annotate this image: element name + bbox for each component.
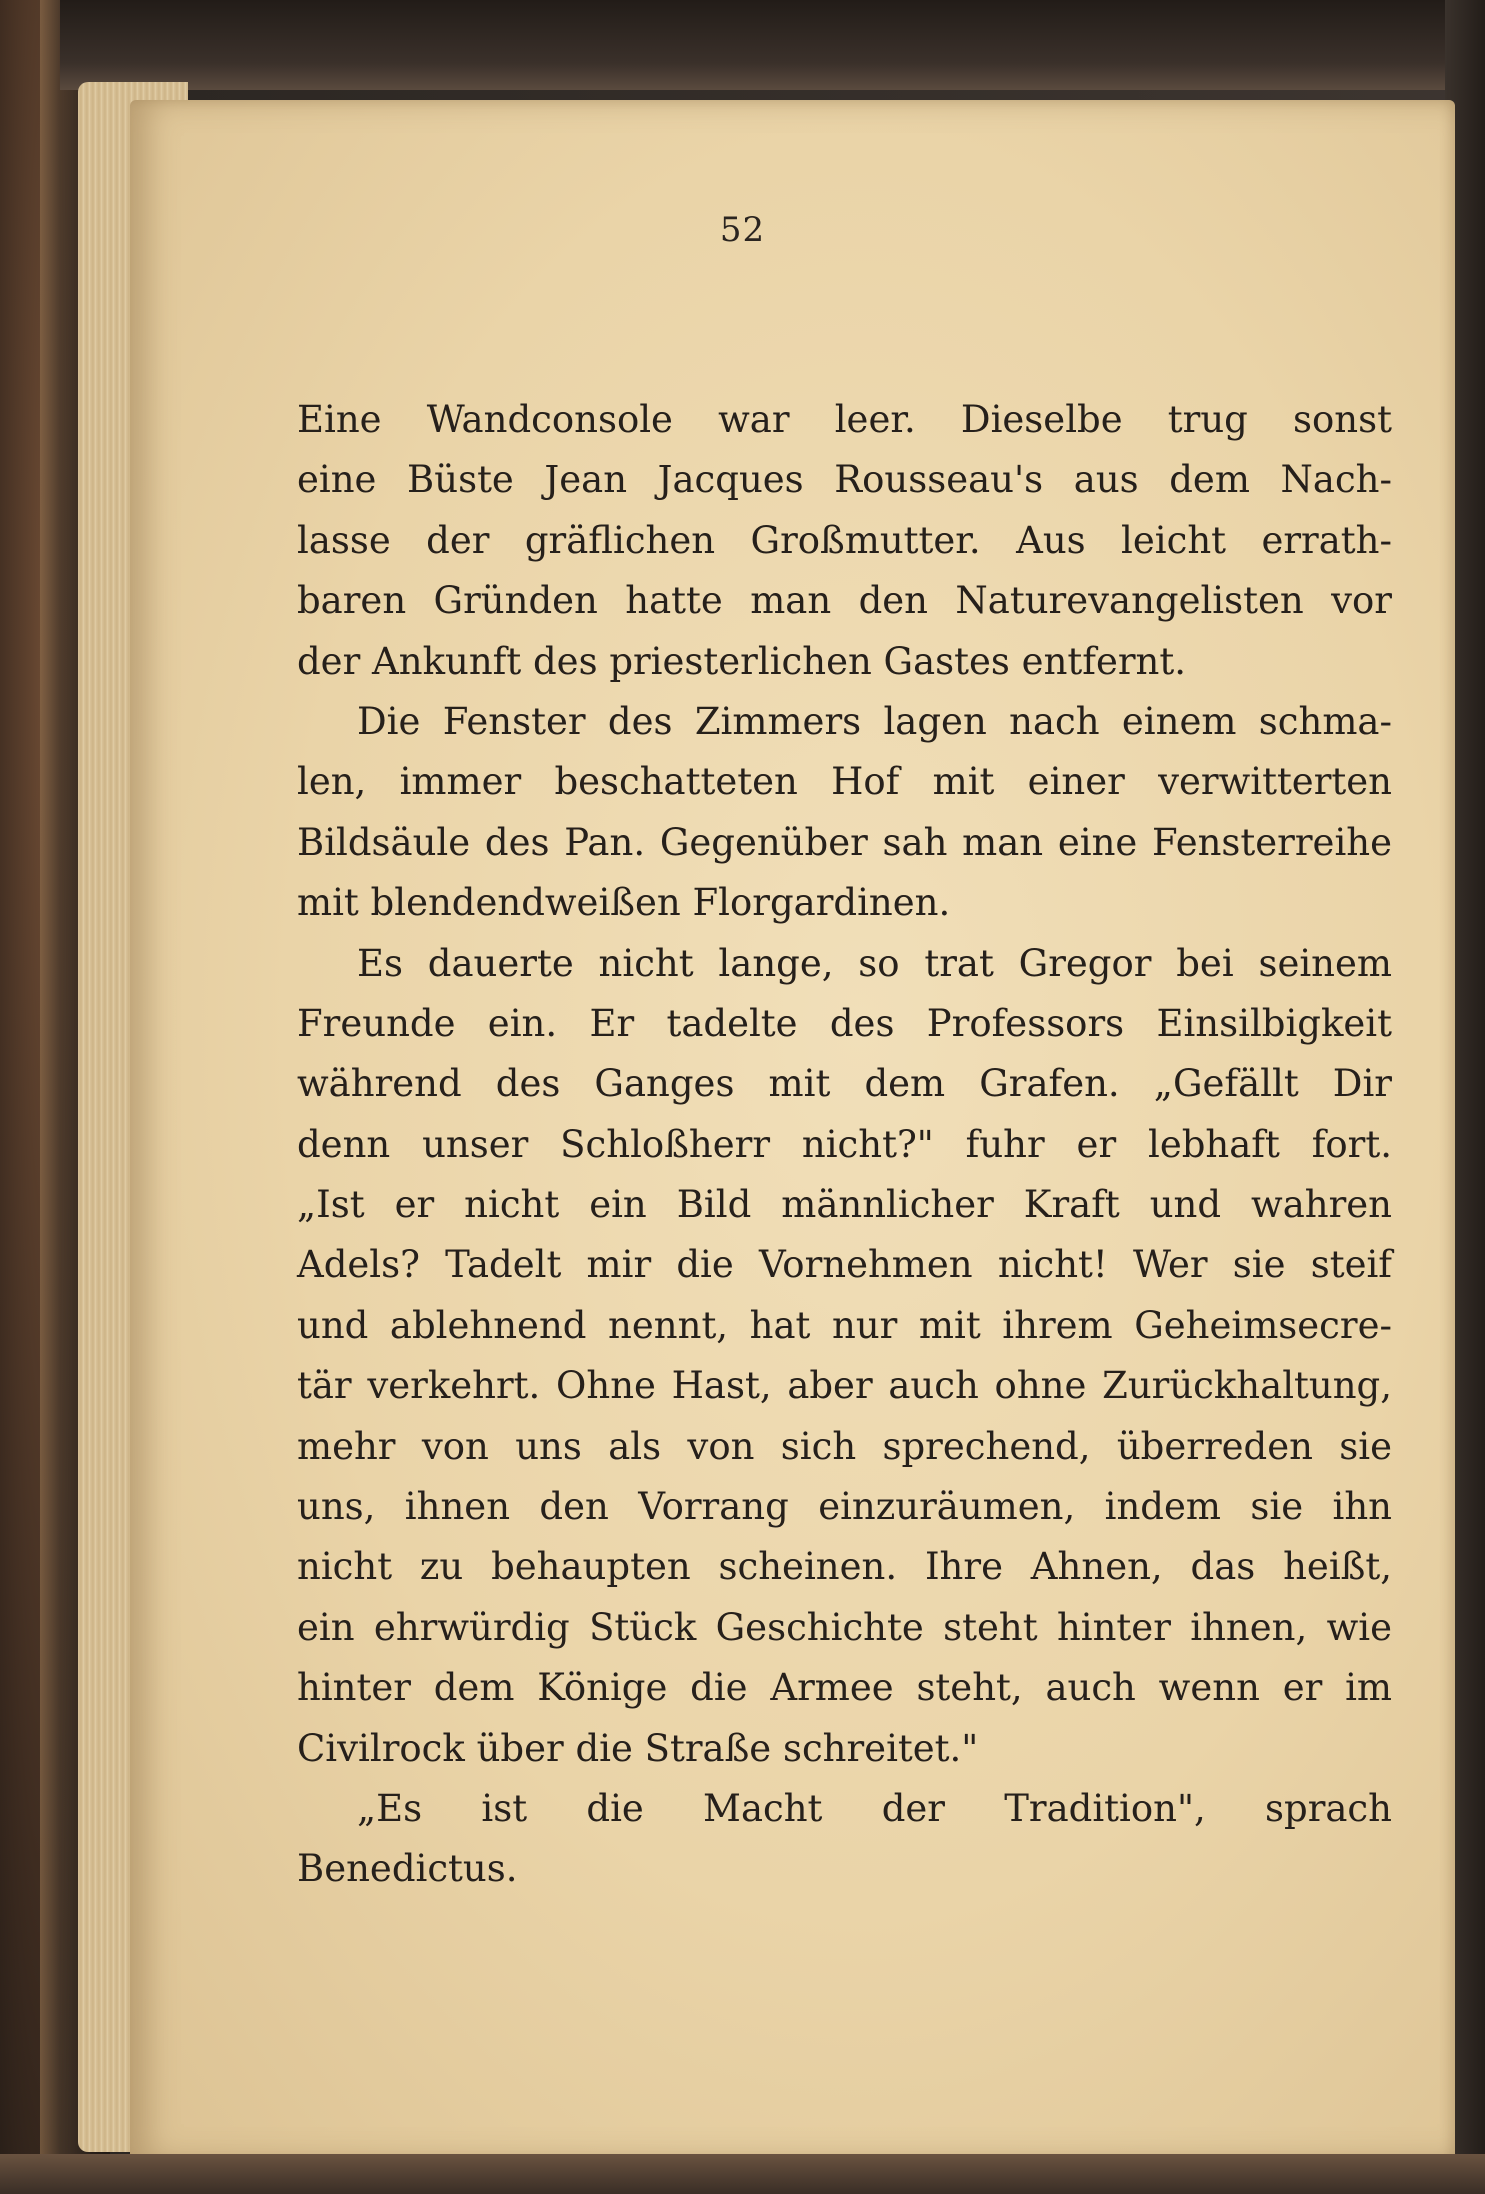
text-line: während des Ganges mit dem Grafen. „Gefällt Dir: [297, 1062, 1392, 1106]
text-line: Eine Wandconsole war leer. Dieselbe trug sonst: [297, 398, 1392, 441]
text-line: und ablehnend nennt, hat nur mit ihrem Geheimsecre-: [297, 1303, 1392, 1347]
text-line: Civilrock über die Straße schreitet.": [297, 1726, 979, 1770]
text-line: Freunde ein. Er tadelte des Professors Einsilbigkeit: [297, 1001, 1392, 1045]
text-line: Adels? Tadelt mir die Vornehmen nicht! Wer sie steif: [297, 1243, 1392, 1287]
text-line: Die Fenster des Zimmers lagen nach einem schma-: [357, 699, 1392, 743]
text-line: denn unser Schloßherr nicht?" fuhr er lebhaft fort.: [297, 1122, 1392, 1166]
page-number: 52: [719, 210, 766, 250]
binding-top-strip: [60, 0, 1485, 90]
text-line: lasse der gräflichen Großmutter. Aus leicht errath-: [297, 518, 1392, 562]
text-line: Bildsäule des Pan. Gegenüber sah man eine Fensterreihe: [297, 820, 1392, 864]
text-line: ein ehrwürdig Stück Geschichte steht hinter ihnen, wie: [297, 1605, 1392, 1649]
text-line: der Ankunft des priesterlichen Gastes entfernt.: [297, 639, 1187, 683]
text-line: uns, ihnen den Vorrang einzuräumen, indem sie ihn: [297, 1485, 1392, 1529]
background-bottom-edge: [0, 2154, 1485, 2194]
text-line: tär verkehrt. Ohne Hast, aber auch ohne Zurückhaltung,: [297, 1364, 1392, 1408]
text-line: „Ist er nicht ein Bild männlicher Kraft und wahren: [297, 1183, 1392, 1227]
text-line: Benedictus.: [297, 1847, 518, 1891]
text-line: nicht zu behaupten scheinen. Ihre Ahnen, das heißt,: [297, 1545, 1392, 1589]
page-text: [297, 390, 1392, 1900]
text-line: baren Gründen hatte man den Naturevangelisten vor: [297, 579, 1392, 623]
text-line: „Es ist die Macht der Tradition", sprach: [357, 1786, 1392, 1830]
text-line: mehr von uns als von sich sprechend, überreden sie: [297, 1424, 1392, 1468]
text-line: Es dauerte nicht lange, so trat Gregor bei seinem: [357, 941, 1392, 985]
text-line: len, immer beschatteten Hof mit einer verwitterten: [297, 760, 1392, 804]
text-line: eine Büste Jean Jacques Rousseau's aus dem Nach-: [297, 458, 1392, 502]
text-line: mit blendendweißen Florgardinen.: [297, 881, 951, 925]
text-line: hinter dem Könige die Armee steht, auch wenn er im: [297, 1666, 1392, 1710]
